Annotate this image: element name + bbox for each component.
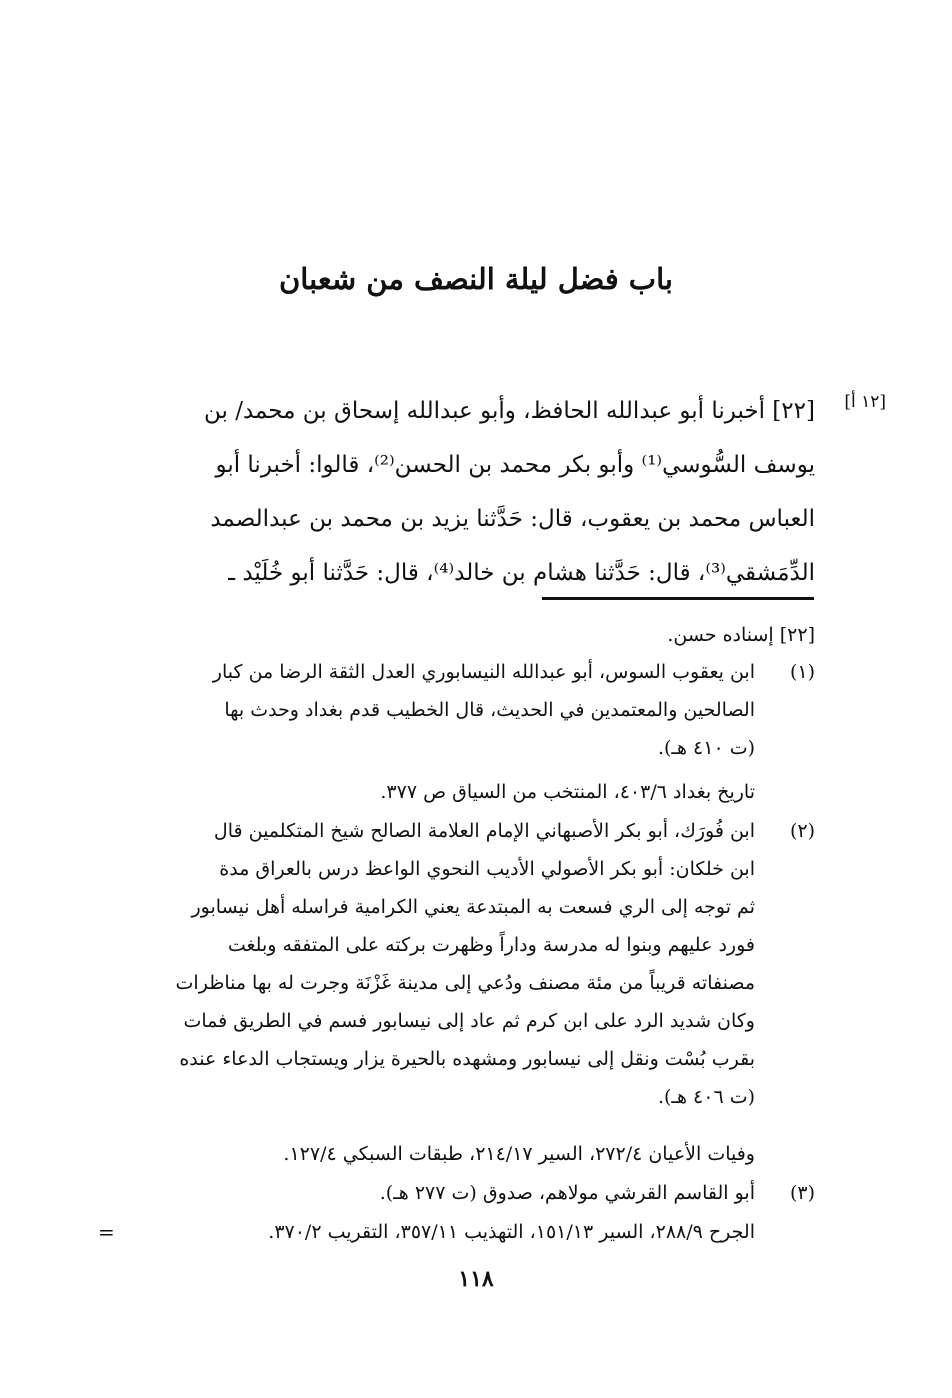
footnote-3 bbox=[110, 1174, 815, 1212]
margin-folio-marker: [١٢ أ] bbox=[844, 392, 886, 412]
main-text bbox=[110, 384, 815, 600]
footnote-line: الصالحين والمعتمدين في الحديث، قال الخطيب قدم بغداد وحدث بها bbox=[224, 699, 755, 721]
footnote-line: ابن يعقوب السوس، أبو عبدالله النيسابوري العدل الثقة الرضا من كبار bbox=[212, 661, 755, 683]
footnote-line: (ت ٤١٠ هـ). bbox=[657, 737, 755, 759]
chapter-title: باب فضل ليلة النصف من شعبان bbox=[279, 262, 673, 296]
footnote-number: (٣) bbox=[789, 1182, 815, 1204]
footnote-heading: [٢٢] إسناده حسن. bbox=[667, 624, 815, 646]
footnote-line: ثم توجه إلى الري فسعت به المبتدعة يعني الكرامية فراسله أهل نيسابور bbox=[191, 896, 755, 918]
footnote-line: مصنفاته قريباً من مئة مصنف ودُعي إلى مدينة غَزْنَة وجرت له بها مناظرات bbox=[175, 972, 755, 994]
footnote-line: ابن فُورَك، أبو بكر الأصبهاني الإمام العلامة الصالح شيخ المتكلمين قال bbox=[213, 820, 755, 842]
footnote-reference: وفيات الأعيان ٢٧٢/٤، السير ٢١٤/١٧، طبقات السبكي ١٢٧/٤. bbox=[283, 1143, 755, 1165]
footnote-body bbox=[110, 812, 755, 1116]
main-line: الدِّمَشقي⁽³⁾، قال: حَدَّثنا هشام بن خالد⁽⁴⁾، قال: حَدَّثنا أبو خُلَيْد ـ bbox=[228, 560, 815, 586]
footnote-2 bbox=[110, 812, 815, 1116]
continuation-mark: = bbox=[98, 1220, 115, 1244]
footnote-line: ابن خلكان: أبو بكر الأصولي الأديب النحوي الواعظ درس بالعراق مدة bbox=[219, 858, 755, 880]
footnote-number: (١) bbox=[789, 661, 815, 683]
footnote-reference: تاريخ بغداد ٤٠٣/٦، المنتخب من السياق ص ٣٧٧. bbox=[380, 781, 755, 803]
footnote-separator bbox=[542, 597, 814, 600]
footnote-line: أبو القاسم القرشي مولاهم، صدوق (ت ٢٧٧ هـ). bbox=[379, 1182, 755, 1204]
footnote-1 bbox=[110, 653, 815, 767]
footnote-number: (٢) bbox=[789, 820, 815, 842]
footnote-body bbox=[110, 1174, 755, 1212]
footnote-line: بقرب بُسْت ونقل إلى نيسابور ومشهده بالحيرة يزار ويستجاب الدعاء عنده bbox=[179, 1048, 755, 1070]
main-line: العباس محمد بن يعقوب، قال: حَدَّثنا يزيد بن محمد بن عبدالصمد bbox=[210, 506, 815, 532]
main-line: يوسف السُّوسي⁽¹⁾ وأبو بكر محمد بن الحسن⁽²⁾، قالوا: أخبرنا أبو bbox=[215, 452, 815, 478]
footnote-reference: الجرح ٢٨٨/٩، السير ١٥١/١٣، التهذيب ٣٥٧/١١، التقريب ٣٧٠/٢. bbox=[268, 1221, 755, 1243]
main-line: [٢٢] أخبرنا أبو عبدالله الحافظ، وأبو عبدالله إسحاق بن محمد/ بن bbox=[203, 398, 815, 424]
footnote-line: فورد عليهم وبنوا له مدرسة وداراً وظهرت بركته على المتفقه وبلغت bbox=[227, 934, 755, 956]
footnote-line: وكان شديد الرد على ابن كرم ثم عاد إلى نيسابور فسم في الطريق فمات bbox=[183, 1010, 755, 1032]
footnote-body bbox=[110, 653, 755, 767]
page-number: ١١٨ bbox=[458, 1266, 494, 1292]
footnote-line: (ت ٤٠٦ هـ). bbox=[657, 1086, 755, 1108]
